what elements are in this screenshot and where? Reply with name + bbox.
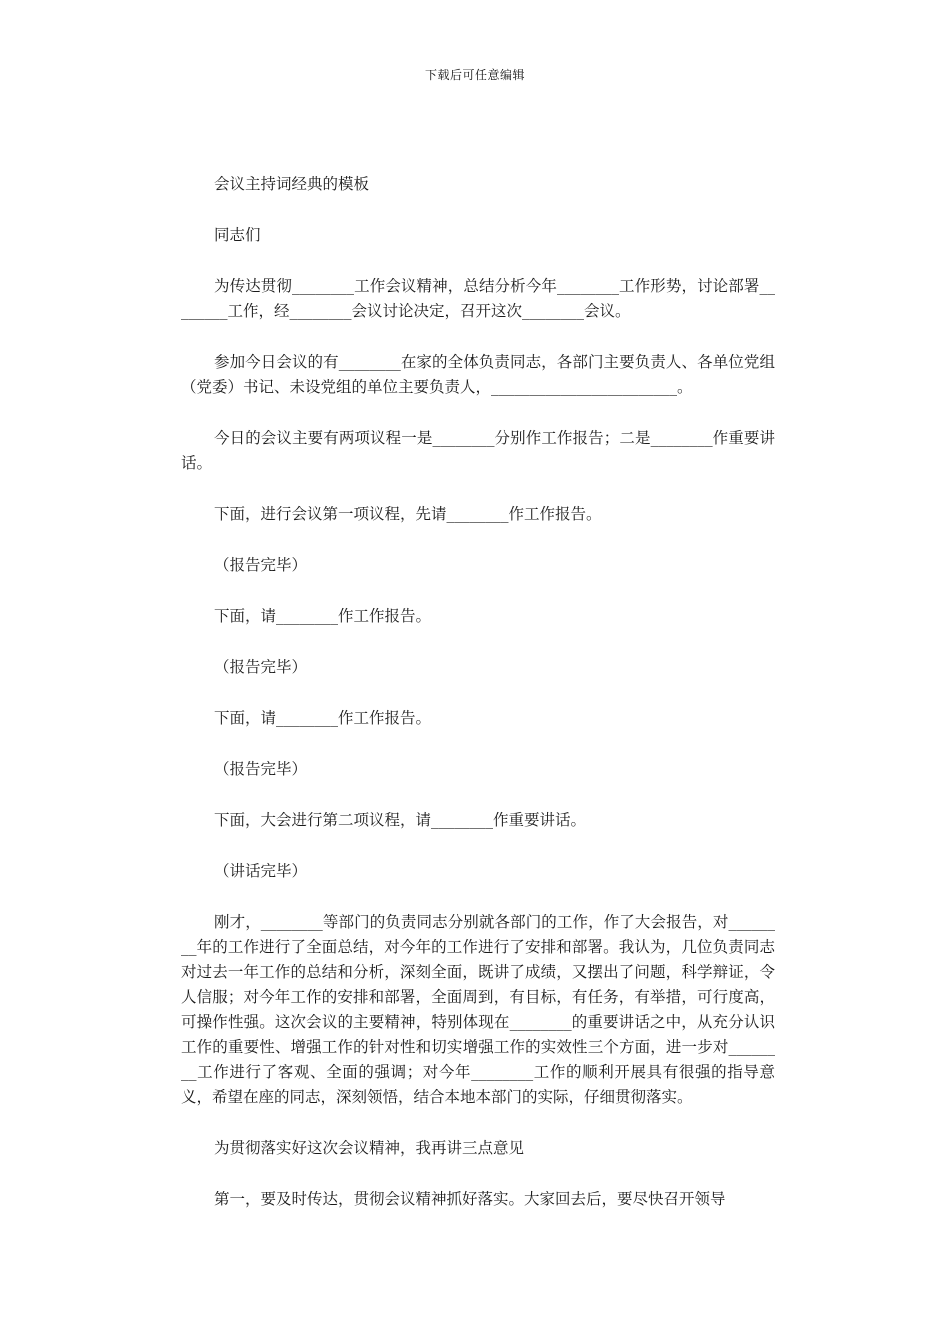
paragraph-next-report: 下面，请________作工作报告。 <box>214 709 432 727</box>
speech-finished-note: （讲话完毕） <box>214 862 308 880</box>
paragraph-second-item: 下面，大会进行第二项议程，请________作重要讲话。 <box>214 811 587 829</box>
report-finished-note: （报告完毕） <box>214 556 308 574</box>
paragraph-point-one: 第一，要及时传达，贯彻会议精神抓好落实。大家回去后，要尽快召开领导 <box>214 1190 726 1208</box>
paragraph-purpose: 为传达贯彻________工作会议精神，总结分析今年________工作形势，讨论部署________工作，经________会议讨论决定，召开这次________会议。 <box>181 277 775 320</box>
paragraph-three-points-intro: 为贯彻落实好这次会议精神，我再讲三点意见 <box>214 1139 525 1157</box>
report-finished-note: （报告完毕） <box>214 658 308 676</box>
paragraph-summary: 刚才，________等部门的负责同志分别就各部门的工作，作了大会报告，对________年的工作进行了全面总结，对今年的工作进行了安排和部署。我认为，几位负责同志对过去一年工作的总结和分析，深刻全面，既讲了成绩，又摆出了问题，科学辩证，令人信服；对今年工作的安排和部署，全面周到，有目标，有任务，有举措，可行度高，可操作性强。这次会议的主要精神，特别体现在________的重要讲话之中，从充分认识工作的重要性、增强工作的针对性和切实增强工作的实效性三个方面，进一步对________工作进行了客观、全面的强调；对今年________工作的顺利开展具有很强的指导意义，希望在座的同志，深刻领悟，结合本地本部门的实际，仔细贯彻落实。 <box>181 913 775 1106</box>
page-header: 下载后可任意编辑 <box>424 68 525 82</box>
document-title: 会议主持词经典的模板 <box>214 175 370 193</box>
document-body <box>181 172 775 1238</box>
paragraph-next-report: 下面，请________作工作报告。 <box>214 607 432 625</box>
salutation: 同志们 <box>214 226 261 244</box>
paragraph-agenda: 今日的会议主要有两项议程一是________分别作工作报告；二是________作重要讲话。 <box>181 429 775 472</box>
report-finished-note: （报告完毕） <box>214 760 308 778</box>
paragraph-first-item: 下面，进行会议第一项议程，先请________作工作报告。 <box>214 505 602 523</box>
paragraph-attendees: 参加今日会议的有________在家的全体负责同志，各部门主要负责人、各单位党组（党委）书记、未设党组的单位主要负责人，________________________。 <box>181 353 775 396</box>
